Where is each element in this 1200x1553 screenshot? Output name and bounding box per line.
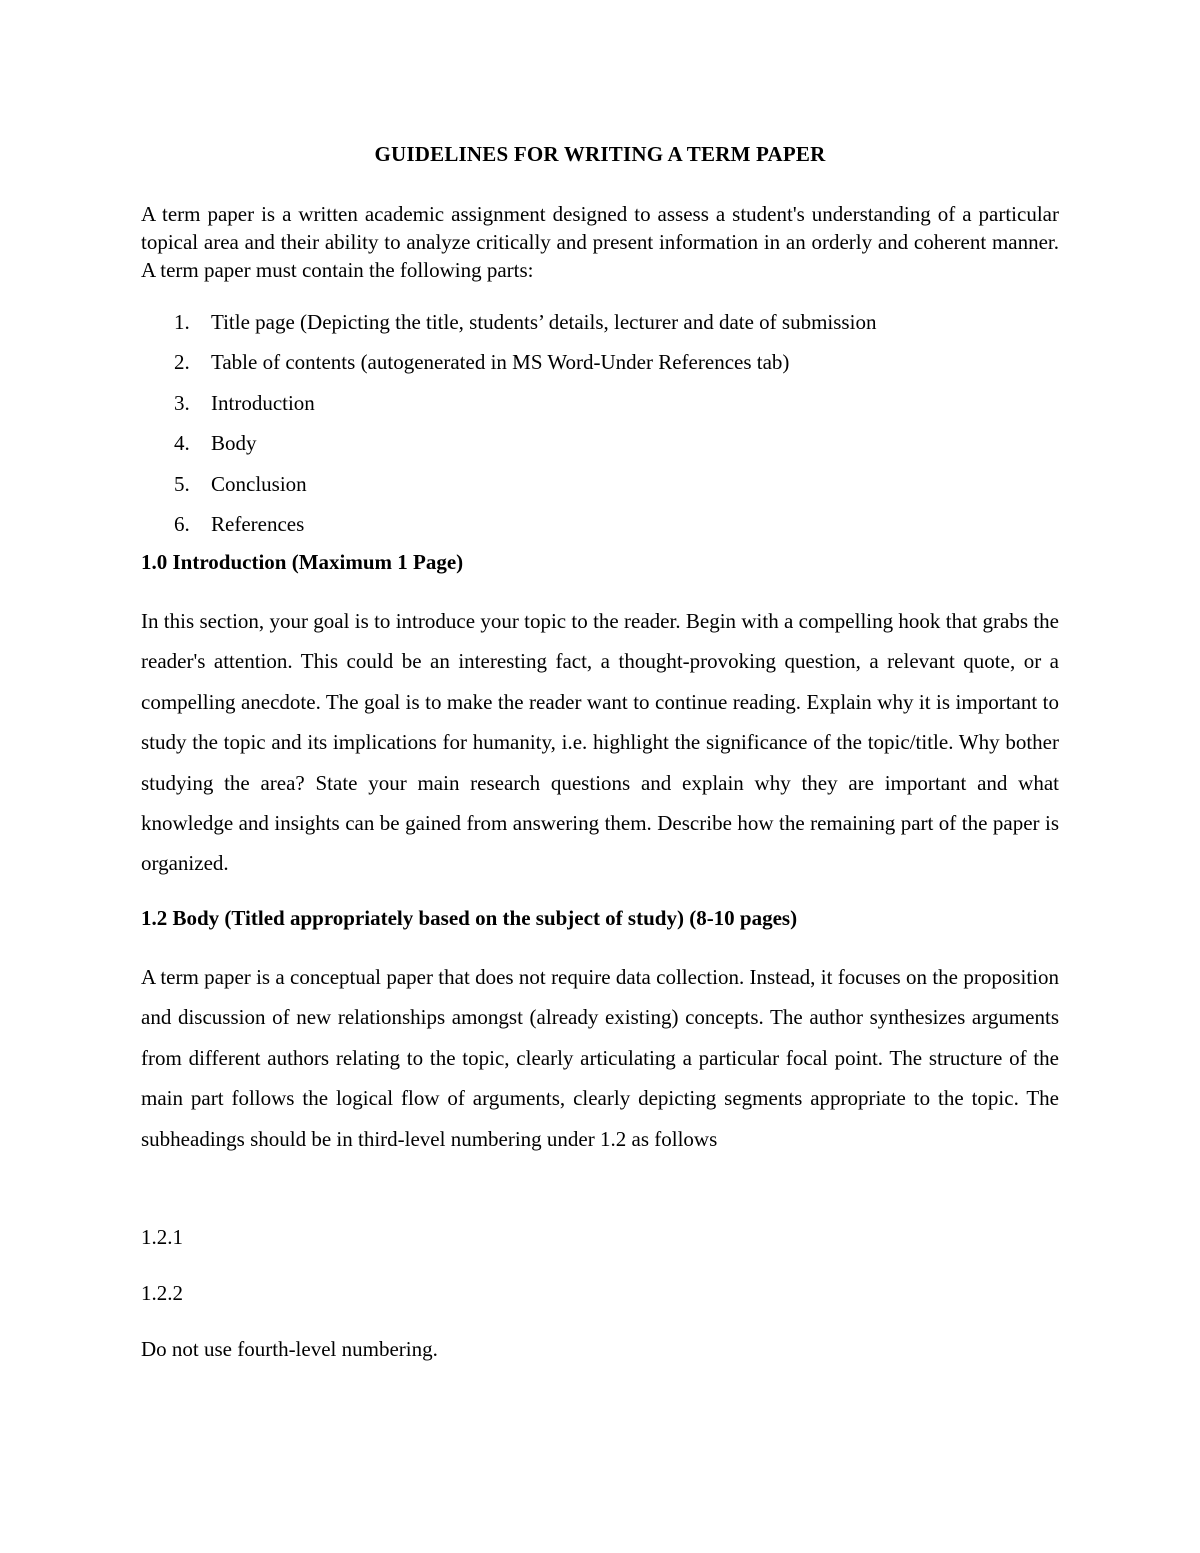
intro-paragraph: A term paper is a written academic assignment designed to assess a student's understanding of a particular topical area and their ability to analyze critically and present information in an orderly and coherent manner. A term paper must contain the following parts:: [141, 202, 1059, 282]
body-paragraph: A term paper is a conceptual paper that does not require data collection. Instead, it focuses on the proposition and discussion of new relationships amongst (already existing) concepts. The author synthesizes arguments from different authors relating to the topic, clearly articulating a particular focal point. The structure of the main part follows the logical flow of arguments, clearly depicting segments appropriate to the topic. The subheadings should be in third-level numbering under 1.2 as follows: [141, 965, 1059, 1151]
list-item: [141, 345, 1059, 385]
parts-list: [141, 305, 1059, 547]
list-item-text: Conclusion: [211, 471, 307, 496]
list-item-number: 2.: [174, 350, 190, 375]
list-item-number: 4.: [174, 431, 190, 456]
list-item-number: 1.: [174, 310, 190, 334]
list-item-number: 6.: [174, 511, 190, 536]
list-item: [141, 507, 1059, 547]
list-item: [141, 467, 1059, 507]
list-item: [141, 426, 1059, 466]
list-item-number: 3.: [174, 390, 190, 415]
list-item-text: Introduction: [211, 390, 315, 415]
numbering-note: Do not use fourth-level numbering.: [141, 1337, 438, 1361]
list-item-number: 5.: [174, 471, 190, 496]
document-title: GUIDELINES FOR WRITING A TERM PAPER: [374, 142, 826, 166]
subheading-example-2: 1.2.2: [141, 1281, 183, 1305]
list-item-text: Body: [211, 431, 257, 456]
body-heading: 1.2 Body (Titled appropriately based on the subject of study) (8-10 pages): [141, 906, 798, 930]
introduction-paragraph: In this section, your goal is to introduce your topic to the reader. Begin with a compelling hook that grabs the reader's attention. This could be an interesting fact, a thought-provoking question, a relevant quote, or a compelling anecdote. The goal is to make the reader want to continue reading. Explain why it is important to study the topic and its implications for humanity, i.e. highlight the significance of the topic/title. Why bother studying the area? State your main research questions and explain why they are important and what knowledge and insights can be gained from answering them. Describe how the remaining part of the paper is organized.: [141, 609, 1059, 876]
list-item-text: References: [211, 511, 305, 536]
list-item: [141, 386, 1059, 426]
subheading-example-1: 1.2.1: [141, 1225, 183, 1249]
list-item-text: Title page (Depicting the title, students’ details, lecturer and date of submission: [211, 310, 877, 334]
list-item: [141, 305, 1059, 345]
list-item-text: Table of contents (autogenerated in MS Word-Under References tab): [211, 350, 790, 375]
introduction-heading: 1.0 Introduction (Maximum 1 Page): [141, 550, 464, 574]
